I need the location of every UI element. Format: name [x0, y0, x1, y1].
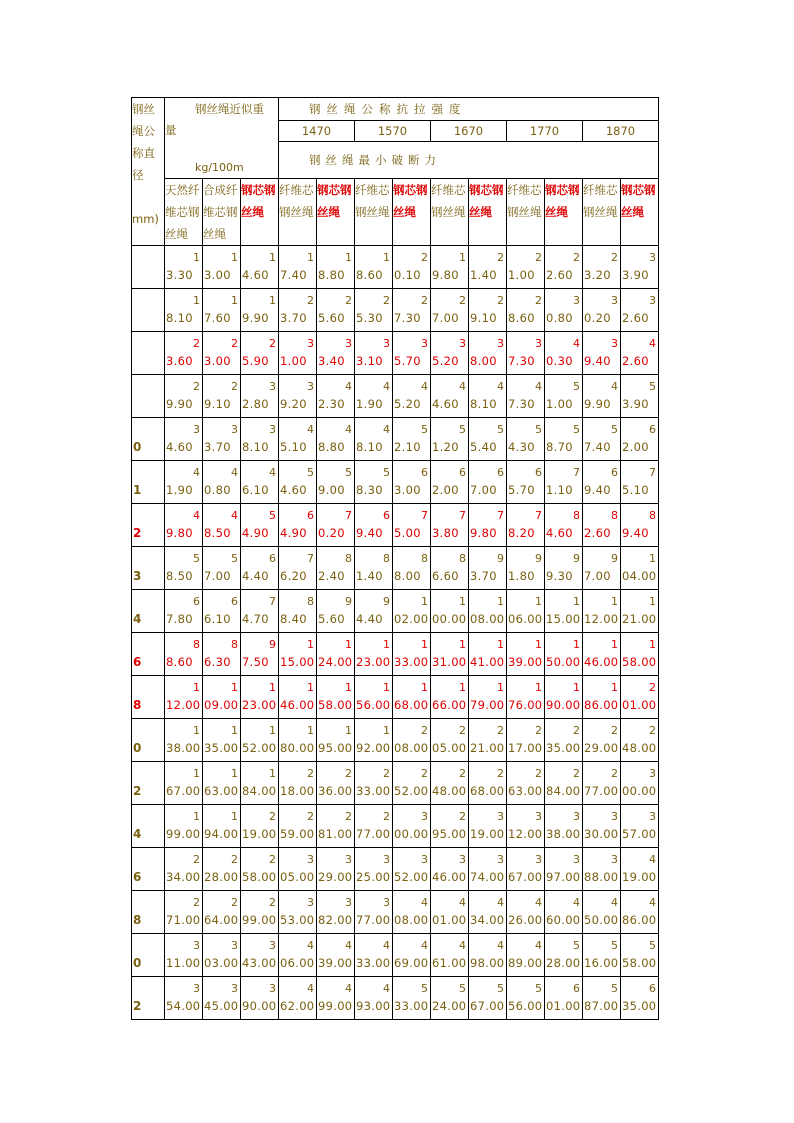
value-cell: 4 89.00: [507, 934, 545, 977]
value-cell: 5 9.00: [317, 461, 355, 504]
value-cell: 1 56.00: [355, 676, 393, 719]
value-cell: 3 46.00: [431, 848, 469, 891]
value-cell: 8 4.60: [545, 504, 583, 547]
value-cell: 8 2.40: [317, 547, 355, 590]
diameter-cell: [132, 375, 165, 418]
value-cell: 3 05.00: [279, 848, 317, 891]
value-cell: 4 39.00: [317, 934, 355, 977]
value-cell: 1 8.10: [165, 289, 203, 332]
value-cell: 6 2.00: [431, 461, 469, 504]
value-cell: 1 99.00: [165, 805, 203, 848]
value-cell: 9 3.70: [469, 547, 507, 590]
value-cell: 4 9.90: [583, 375, 621, 418]
value-cell: 4 98.00: [469, 934, 507, 977]
value-cell: 8 8.60: [165, 633, 203, 676]
value-cell: 3 0.80: [545, 289, 583, 332]
col-natural-fiber-core: 天然纤维芯钢丝绳: [165, 179, 203, 246]
value-cell: 6 35.00: [621, 977, 659, 1020]
table-row: [132, 504, 659, 547]
col-steel-core-force: 钢芯钢丝绳: [545, 179, 583, 246]
value-cell: 1 41.00: [469, 633, 507, 676]
value-cell: 3 2.80: [241, 375, 279, 418]
value-cell: 4 06.00: [279, 934, 317, 977]
value-cell: 2 1.40: [469, 246, 507, 289]
value-cell: 5 7.40: [583, 418, 621, 461]
table-row: [132, 848, 659, 891]
value-cell: 1 35.00: [203, 719, 241, 762]
col-fiber-core-force: 纤维芯钢丝绳: [355, 179, 393, 246]
value-cell: 2 9.10: [203, 375, 241, 418]
value-cell: 3 53.00: [279, 891, 317, 934]
value-cell: 1 09.00: [203, 676, 241, 719]
value-cell: 7 1.10: [545, 461, 583, 504]
value-cell: 5 1.00: [545, 375, 583, 418]
value-cell: 4 01.00: [431, 891, 469, 934]
value-cell: 3 8.00: [469, 332, 507, 375]
value-cell: 6 6.10: [203, 590, 241, 633]
value-cell: 1 31.00: [431, 633, 469, 676]
value-cell: 5 16.00: [583, 934, 621, 977]
value-cell: 4 93.00: [355, 977, 393, 1020]
value-cell: 2 77.00: [583, 762, 621, 805]
value-cell: 3 3.10: [355, 332, 393, 375]
value-cell: 5 67.00: [469, 977, 507, 1020]
value-cell: 4 8.80: [317, 418, 355, 461]
value-cell: 2 3.00: [203, 332, 241, 375]
value-cell: 2 35.00: [545, 719, 583, 762]
value-cell: 1 79.00: [469, 676, 507, 719]
value-cell: 9 7.50: [241, 633, 279, 676]
value-cell: 4 8.50: [203, 504, 241, 547]
value-cell: 4 60.00: [545, 891, 583, 934]
value-cell: 4 19.00: [621, 848, 659, 891]
value-cell: 2 0.10: [393, 246, 431, 289]
col-steel-core-force: 钢芯钢丝绳: [621, 179, 659, 246]
value-cell: 1 95.00: [317, 719, 355, 762]
value-cell: 2 21.00: [469, 719, 507, 762]
value-cell: 1 90.00: [545, 676, 583, 719]
value-cell: 3 97.00: [545, 848, 583, 891]
value-cell: 4 4.60: [431, 375, 469, 418]
value-cell: 1 08.00: [469, 590, 507, 633]
value-cell: 8 6.30: [203, 633, 241, 676]
col-synthetic-fiber-core: 合成纤维芯钢丝绳: [203, 179, 241, 246]
value-cell: 1 00.00: [431, 590, 469, 633]
value-cell: 3 03.00: [203, 934, 241, 977]
value-cell: 1 7.60: [203, 289, 241, 332]
value-cell: 7 9.80: [469, 504, 507, 547]
value-cell: 1 21.00: [621, 590, 659, 633]
value-cell: 1 46.00: [583, 633, 621, 676]
value-cell: 3 00.00: [621, 762, 659, 805]
value-cell: 2 99.00: [241, 891, 279, 934]
value-cell: 6 2.00: [621, 418, 659, 461]
diameter-cell: 6: [132, 848, 165, 891]
value-cell: 1 76.00: [507, 676, 545, 719]
value-cell: 8 9.40: [621, 504, 659, 547]
value-cell: 4 8.10: [355, 418, 393, 461]
value-cell: 5 8.30: [355, 461, 393, 504]
col-fiber-core-force: 纤维芯钢丝绳: [431, 179, 469, 246]
table-row: [132, 418, 659, 461]
value-cell: 8 1.40: [355, 547, 393, 590]
value-cell: 1 38.00: [165, 719, 203, 762]
value-cell: 1 3.30: [165, 246, 203, 289]
value-cell: 2 1.00: [507, 246, 545, 289]
value-cell: 2 63.00: [507, 762, 545, 805]
value-cell: 3 45.00: [203, 977, 241, 1020]
value-cell: 4 6.10: [241, 461, 279, 504]
value-cell: 2 34.00: [165, 848, 203, 891]
value-cell: 5 4.30: [507, 418, 545, 461]
weight-header: 钢丝绳近似重 量 kg/100m: [165, 98, 279, 179]
value-cell: 4 0.30: [545, 332, 583, 375]
value-cell: 3 30.00: [583, 805, 621, 848]
value-cell: 3 54.00: [165, 977, 203, 1020]
col-fiber-core-force: 纤维芯钢丝绳: [583, 179, 621, 246]
value-cell: 3 82.00: [317, 891, 355, 934]
value-cell: 3 77.00: [355, 891, 393, 934]
value-cell: 1 12.00: [165, 676, 203, 719]
value-cell: 5 1.20: [431, 418, 469, 461]
value-cell: 8 8.00: [393, 547, 431, 590]
value-cell: 2 3.60: [165, 332, 203, 375]
value-cell: 4 61.00: [431, 934, 469, 977]
value-cell: 4 1.90: [165, 461, 203, 504]
value-cell: 3 57.00: [621, 805, 659, 848]
value-cell: 1 68.00: [393, 676, 431, 719]
value-cell: 1 23.00: [355, 633, 393, 676]
value-cell: 3 3.70: [203, 418, 241, 461]
value-cell: 2 5.60: [317, 289, 355, 332]
grade-1470: 1470: [279, 121, 355, 142]
value-cell: 3 74.00: [469, 848, 507, 891]
value-cell: 1 50.00: [545, 633, 583, 676]
diameter-cell: 1: [132, 461, 165, 504]
grade-1670: 1670: [431, 121, 507, 142]
table-row: [132, 332, 659, 375]
value-cell: 2 48.00: [431, 762, 469, 805]
value-cell: 5 33.00: [393, 977, 431, 1020]
steel-rope-spec-table: [131, 97, 659, 1020]
value-cell: 7 4.70: [241, 590, 279, 633]
value-cell: 8 2.60: [583, 504, 621, 547]
table-row: [132, 461, 659, 504]
value-cell: 2 71.00: [165, 891, 203, 934]
value-cell: 1 8.80: [317, 246, 355, 289]
value-cell: 2 58.00: [241, 848, 279, 891]
value-cell: 5 4.60: [279, 461, 317, 504]
diameter-cell: 8: [132, 891, 165, 934]
value-cell: 9 9.30: [545, 547, 583, 590]
value-cell: 4 26.00: [507, 891, 545, 934]
value-cell: 2 5.30: [355, 289, 393, 332]
table-row: [132, 676, 659, 719]
value-cell: 1 46.00: [279, 676, 317, 719]
value-cell: 3 5.20: [431, 332, 469, 375]
value-cell: 1 39.00: [507, 633, 545, 676]
value-cell: 4 1.90: [355, 375, 393, 418]
value-cell: 9 5.60: [317, 590, 355, 633]
value-cell: 3 3.40: [317, 332, 355, 375]
value-cell: 1 15.00: [279, 633, 317, 676]
value-cell: 2 9.10: [469, 289, 507, 332]
value-cell: 1 23.00: [241, 676, 279, 719]
table-row: [132, 719, 659, 762]
value-cell: 7 3.80: [431, 504, 469, 547]
value-cell: 1 84.00: [241, 762, 279, 805]
value-cell: 3 1.00: [279, 332, 317, 375]
value-cell: 1 04.00: [621, 547, 659, 590]
value-cell: 1 33.00: [393, 633, 431, 676]
value-cell: 4 8.10: [469, 375, 507, 418]
diameter-cell: 2: [132, 504, 165, 547]
tensile-strength-title: 钢丝绳公称抗拉强度: [279, 98, 659, 121]
value-cell: 2 48.00: [621, 719, 659, 762]
value-cell: 4 7.30: [507, 375, 545, 418]
value-cell: 1 94.00: [203, 805, 241, 848]
diameter-cell: 4: [132, 805, 165, 848]
diameter-cell: 3: [132, 547, 165, 590]
value-cell: 4 2.60: [621, 332, 659, 375]
value-cell: 2 68.00: [469, 762, 507, 805]
value-cell: 2 05.00: [431, 719, 469, 762]
value-cell: 4 08.00: [393, 891, 431, 934]
value-cell: 9 1.80: [507, 547, 545, 590]
diameter-cell: [132, 332, 165, 375]
value-cell: 4 34.00: [469, 891, 507, 934]
value-cell: 1 66.00: [431, 676, 469, 719]
value-cell: 3 9.40: [583, 332, 621, 375]
value-cell: 4 9.80: [165, 504, 203, 547]
value-cell: 2 08.00: [393, 719, 431, 762]
value-cell: 7 6.20: [279, 547, 317, 590]
value-cell: 2 18.00: [279, 762, 317, 805]
table-row: [132, 891, 659, 934]
value-cell: 1 52.00: [241, 719, 279, 762]
value-cell: 7 0.20: [317, 504, 355, 547]
value-cell: 4 50.00: [583, 891, 621, 934]
value-cell: 6 4.90: [279, 504, 317, 547]
col-fiber-core-force: 纤维芯钢丝绳: [507, 179, 545, 246]
value-cell: 3 52.00: [393, 848, 431, 891]
value-cell: 5 5.40: [469, 418, 507, 461]
diameter-cell: 2: [132, 762, 165, 805]
col-steel-core-force: 钢芯钢丝绳: [393, 179, 431, 246]
value-cell: 5 8.70: [545, 418, 583, 461]
value-cell: 1 58.00: [317, 676, 355, 719]
min-breaking-force-title: 钢丝绳最小破断力: [279, 142, 659, 179]
value-cell: 4 33.00: [355, 934, 393, 977]
value-cell: 1 3.00: [203, 246, 241, 289]
value-cell: 2 8.60: [507, 289, 545, 332]
diameter-cell: 0: [132, 719, 165, 762]
table-row: [132, 633, 659, 676]
value-cell: 3 9.20: [279, 375, 317, 418]
value-cell: 5 4.90: [241, 504, 279, 547]
value-cell: 2 33.00: [355, 762, 393, 805]
value-cell: 2 64.00: [203, 891, 241, 934]
value-cell: 8 6.60: [431, 547, 469, 590]
table-row: [132, 289, 659, 332]
diameter-cell: 2: [132, 977, 165, 1020]
table-row: [132, 246, 659, 289]
value-cell: 6 5.70: [507, 461, 545, 504]
value-cell: 6 4.40: [241, 547, 279, 590]
value-cell: 3 43.00: [241, 934, 279, 977]
value-cell: 5 7.00: [203, 547, 241, 590]
value-cell: 3 3.90: [621, 246, 659, 289]
value-cell: 4 62.00: [279, 977, 317, 1020]
value-cell: 1 67.00: [165, 762, 203, 805]
value-cell: 1 12.00: [583, 590, 621, 633]
value-cell: 2 7.30: [393, 289, 431, 332]
value-cell: 5 28.00: [545, 934, 583, 977]
value-cell: 2 52.00: [393, 762, 431, 805]
value-cell: 4 2.30: [317, 375, 355, 418]
diameter-cell: [132, 246, 165, 289]
value-cell: 7 5.10: [621, 461, 659, 504]
value-cell: 3 88.00: [583, 848, 621, 891]
value-cell: 3 4.60: [165, 418, 203, 461]
value-cell: 7 5.00: [393, 504, 431, 547]
value-cell: 6 9.40: [583, 461, 621, 504]
value-cell: 5 3.90: [621, 375, 659, 418]
value-cell: 6 01.00: [545, 977, 583, 1020]
value-cell: 3 2.60: [621, 289, 659, 332]
col-steel-core: 钢芯钢丝绳: [241, 179, 279, 246]
value-cell: 3 12.00: [507, 805, 545, 848]
value-cell: 2 7.00: [431, 289, 469, 332]
value-cell: 3 25.00: [355, 848, 393, 891]
table-row: [132, 934, 659, 977]
value-cell: 3 5.70: [393, 332, 431, 375]
value-cell: 1 92.00: [355, 719, 393, 762]
value-cell: 5 58.00: [621, 934, 659, 977]
value-cell: 6 3.00: [393, 461, 431, 504]
value-cell: 3 00.00: [393, 805, 431, 848]
diameter-cell: 4: [132, 590, 165, 633]
value-cell: 2 19.00: [241, 805, 279, 848]
value-cell: 1 9.80: [431, 246, 469, 289]
value-cell: 4 5.10: [279, 418, 317, 461]
value-cell: 2 3.70: [279, 289, 317, 332]
diameter-cell: 0: [132, 934, 165, 977]
table-row: [132, 762, 659, 805]
diameter-header: 钢丝 绳公 称直 径 mm): [132, 98, 165, 246]
value-cell: 5 87.00: [583, 977, 621, 1020]
value-cell: 3 38.00: [545, 805, 583, 848]
value-cell: 4 5.20: [393, 375, 431, 418]
value-cell: 3 8.10: [241, 418, 279, 461]
value-cell: 5 2.10: [393, 418, 431, 461]
diameter-cell: 0: [132, 418, 165, 461]
value-cell: 3 7.30: [507, 332, 545, 375]
value-cell: 2 3.20: [583, 246, 621, 289]
value-cell: 5 24.00: [431, 977, 469, 1020]
value-cell: 4 69.00: [393, 934, 431, 977]
value-cell: 9 7.00: [583, 547, 621, 590]
value-cell: 2 28.00: [203, 848, 241, 891]
value-cell: 1 80.00: [279, 719, 317, 762]
value-cell: 8 8.40: [279, 590, 317, 633]
value-cell: 2 01.00: [621, 676, 659, 719]
grade-1870: 1870: [583, 121, 659, 142]
value-cell: 6 7.00: [469, 461, 507, 504]
value-cell: 2 2.60: [545, 246, 583, 289]
col-steel-core-force: 钢芯钢丝绳: [317, 179, 355, 246]
value-cell: 2 17.00: [507, 719, 545, 762]
value-cell: 6 7.80: [165, 590, 203, 633]
value-cell: 3 67.00: [507, 848, 545, 891]
value-cell: 2 5.90: [241, 332, 279, 375]
value-cell: 1 7.40: [279, 246, 317, 289]
value-cell: 2 59.00: [279, 805, 317, 848]
value-cell: 1 86.00: [583, 676, 621, 719]
value-cell: 3 11.00: [165, 934, 203, 977]
value-cell: 9 4.40: [355, 590, 393, 633]
value-cell: 4 0.80: [203, 461, 241, 504]
value-cell: 4 99.00: [317, 977, 355, 1020]
table-row: [132, 375, 659, 418]
value-cell: 2 95.00: [431, 805, 469, 848]
diameter-cell: 6: [132, 633, 165, 676]
value-cell: 2 77.00: [355, 805, 393, 848]
table-row: [132, 977, 659, 1020]
value-cell: 1 24.00: [317, 633, 355, 676]
value-cell: 2 9.90: [165, 375, 203, 418]
col-fiber-core-force: 纤维芯钢丝绳: [279, 179, 317, 246]
value-cell: 1 02.00: [393, 590, 431, 633]
grade-1570: 1570: [355, 121, 431, 142]
value-cell: 1 58.00: [621, 633, 659, 676]
value-cell: 1 63.00: [203, 762, 241, 805]
value-cell: 2 29.00: [583, 719, 621, 762]
value-cell: 2 36.00: [317, 762, 355, 805]
value-cell: 6 9.40: [355, 504, 393, 547]
value-cell: 3 19.00: [469, 805, 507, 848]
diameter-cell: 8: [132, 676, 165, 719]
table-row: [132, 805, 659, 848]
col-steel-core-force: 钢芯钢丝绳: [469, 179, 507, 246]
value-cell: 1 8.60: [355, 246, 393, 289]
value-cell: 3 29.00: [317, 848, 355, 891]
value-cell: 4 86.00: [621, 891, 659, 934]
table-row: [132, 590, 659, 633]
value-cell: 3 90.00: [241, 977, 279, 1020]
value-cell: 7 8.20: [507, 504, 545, 547]
value-cell: 1 06.00: [507, 590, 545, 633]
value-cell: 2 81.00: [317, 805, 355, 848]
value-cell: 1 15.00: [545, 590, 583, 633]
value-cell: 5 8.50: [165, 547, 203, 590]
value-cell: 3 0.20: [583, 289, 621, 332]
table-row: [132, 547, 659, 590]
value-cell: 5 56.00: [507, 977, 545, 1020]
diameter-cell: [132, 289, 165, 332]
grade-1770: 1770: [507, 121, 583, 142]
value-cell: 1 9.90: [241, 289, 279, 332]
value-cell: 2 84.00: [545, 762, 583, 805]
value-cell: 1 4.60: [241, 246, 279, 289]
